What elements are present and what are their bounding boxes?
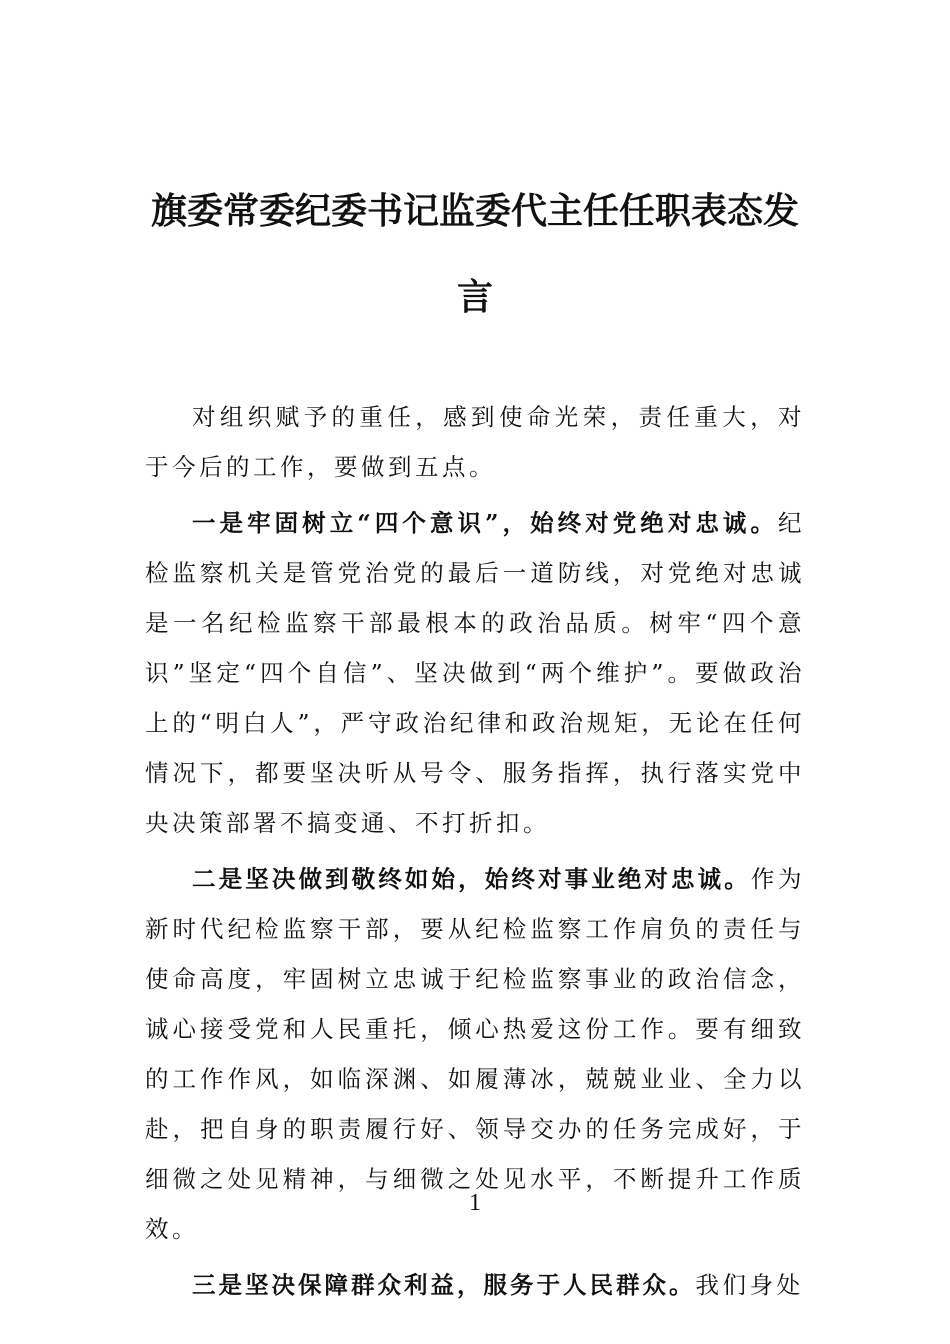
paragraph-lead: 三是坚决保障群众利益，服务于人民群众。 xyxy=(192,1271,696,1299)
document-body xyxy=(145,392,805,1310)
paragraph-text: 我们身处 xyxy=(695,1271,804,1299)
page-number: 1 xyxy=(469,1190,481,1216)
paragraph-text: 作为新时代纪检监察干部，要从纪检监察工作肩负的责任与使命高度，牢固树立忠诚于纪检监察事业的政治信念，诚心接受党和人民重托，倾心热爱这份工作。要有细致的工作作风，如临深渊、如履薄冰，兢兢业业、全力以赴，把自身的职责履行好、领导交办的任务完成好，于细微之处见精神，与细微之处见水平，不断提升工作质效。 xyxy=(145,865,806,1243)
document-title: 旗委常委纪委书记监委代主任任职表态发言 xyxy=(150,190,799,318)
paragraph-intro xyxy=(145,392,805,492)
paragraph-point-1 xyxy=(145,498,805,848)
paragraph-lead: 二是坚决做到敬终如始，始终对事业绝对忠诚。 xyxy=(192,865,751,893)
paragraph-text: 对组织赋予的重任，感到使命光荣，责任重大，对于今后的工作，要做到五点。 xyxy=(145,403,805,481)
paragraph-text: 纪检监察机关是管党治党的最后一道防线，对党绝对忠诚是一名纪检监察干部最根本的政治品质。树牢“四个意识”坚定“四个自信”、坚决做到“两个维护”。要做政治上的“明白人”，严守政治纪律和政治规矩，无论在任何情况下，都要坚决听从号令、服务指挥，执行落实党中央决策部署不搞变通、不打折扣。 xyxy=(145,509,805,837)
paragraph-lead: 一是牢固树立“四个意识”，始终对党绝对忠诚。 xyxy=(192,509,778,537)
paragraph-point-3 xyxy=(145,1260,805,1310)
